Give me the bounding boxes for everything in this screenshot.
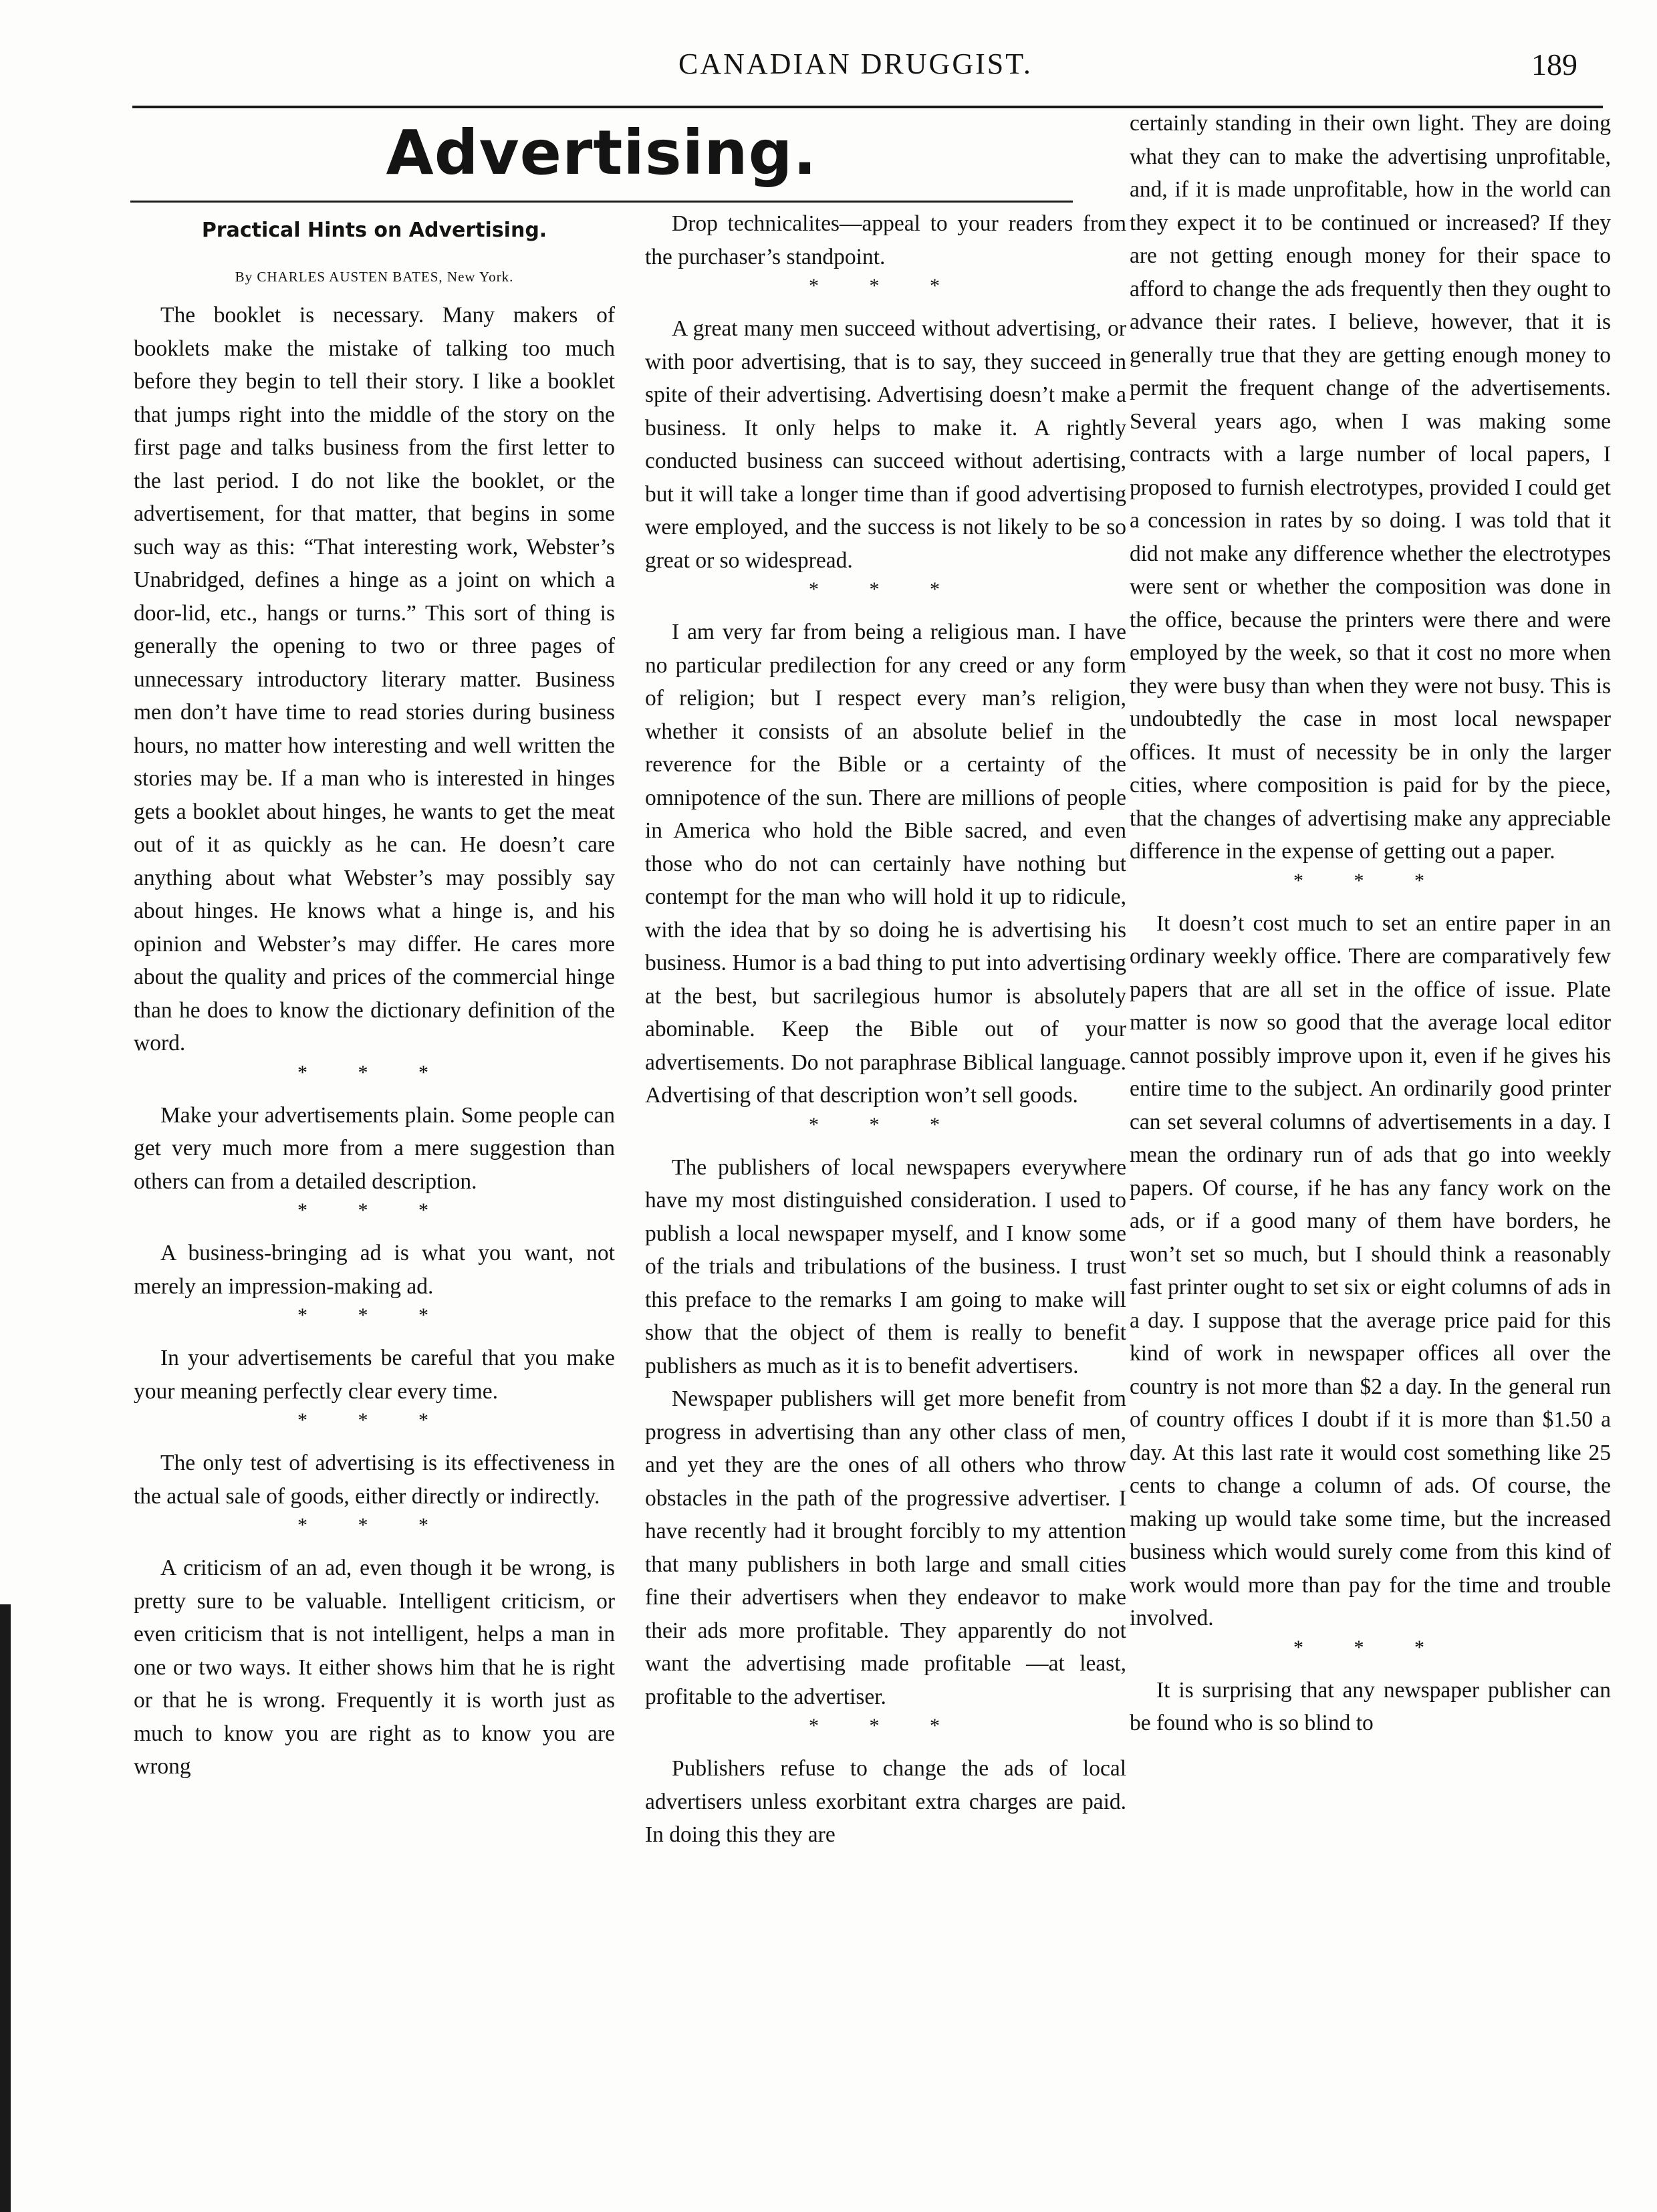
journal-title: CANADIAN DRUGGIST. [678, 47, 1033, 80]
page-binding-edge [0, 1604, 11, 2212]
section-separator: * * * [297, 1199, 451, 1221]
column-right [1130, 107, 1611, 1740]
section-separator: * * * [297, 1514, 451, 1536]
paragraph: Drop technicalites—appeal to your readers from the purchaser’s standpoint. [645, 211, 1126, 269]
page-number: 189 [1531, 47, 1577, 82]
paragraph: The only test of advertising is its effectiveness in the actual sale of goods, either directly or indirectly. [134, 1451, 615, 1509]
headline-rule [130, 201, 1073, 203]
paragraph: A criticism of an ad, even though it be wrong, is pretty sure to be valuable. Intelligent criticism, or even criticism that is not intelligent, helps a man in one or two ways. It either shows him that he is right or that he is wrong. Frequently it is worth just as much to know you are right as to know you are wrong [134, 1556, 615, 1779]
paragraph: I am very far from being a religious man. I have no particular predilection for any creed or any form of religion; but I respect every man’s religion, whether it consists of an absolute belief in the reverence for the Bible or a certainty of the omnipotence of the sun. There are millions of people in America who hold the Bible sacred, and even those who do not can certainly have nothing but contempt for the man who will hold it up to ridicule, with the idea that by so doing he is advertising his business. Humor is a bad thing to put into advertising at the best, but sacrilegious humor is absolutely abominable. Keep the Bible out of your advertisements. Do not paraphrase Biblical language. Advertising of that description won’t sell goods. [645, 620, 1126, 1108]
section-separator: * * * [809, 1715, 963, 1737]
section-separator: * * * [297, 1409, 451, 1431]
section-separator: * * * [297, 1061, 451, 1084]
paragraph: A great many men succeed without advertising, or with poor advertising, that is to say, they succeed in spite of their advertising. Advertising doesn’t make a business. It only helps to make it. A rightly conducted business can succeed without adertising, but it will take a longer time than if good advertising were employed, and the success is not likely to be so great or so widespread. [645, 316, 1126, 573]
article-subheading: Practical Hints on Advertising. [201, 219, 547, 242]
section-separator: * * * [1293, 869, 1447, 892]
paragraph: Newspaper publishers will get more benefit from progress in advertising than any other class of men, and yet they are the ones of all others who throw obstacles in the path of the progressive advertiser. I have recently had it brought forcibly to my attention that many publishers in both large and small cities fine their advertisers when they endeavor to make their ads more profitable. They apparently do not want the advertising made profitable —at least, profitable to the advertiser. [645, 1386, 1126, 1709]
paragraph: The publishers of local newspapers everywhere have my most distinguished consideration. I used to publish a local newspaper myself, and I know some of the trials and tribulations of the business. I trust this preface to the remarks I am going to make will show that the object of them is really to benefit publishers as much as it is to benefit advertisers. [645, 1154, 1126, 1378]
article-byline: By CHARLES AUSTEN BATES, New York. [235, 268, 514, 285]
running-head [134, 47, 1604, 87]
paragraph: It doesn’t cost much to set an entire paper in an ordinary weekly office. There are comparatively few papers that are all set in the office of issue. Plate matter is now so good that the average local editor cannot possibly improve upon it, even if he gives his entire time to the subject. An ordinarily good printer can set several columns of advertisements in a day. I mean the ordinary run of ads that go into weekly papers. Of course, if he has any fancy work on the ads, or if a good many of them have borders, he won’t set so much, but I should think a reasonably fast printer ought to set six or eight columns of ads in a day. I suppose that the average price paid for this kind of work in newspaper offices all over the country is not more than $2 a day. In the general run of country offices I doubt if it is more than $1.50 a day. At this last rate it would cost something like 25 cents to change a column of ads. Of course, the making up would take some time, but the increased business which would surely come from this kind of work would more than pay for the time and trouble involved. [1130, 910, 1611, 1630]
paragraph: A business-bringing ad is what you want, not merely an impression-making ad. [134, 1241, 615, 1299]
article-headline: Advertising. [386, 117, 817, 189]
column-middle [645, 207, 1126, 1852]
section-separator: * * * [297, 1304, 451, 1326]
section-separator: * * * [809, 275, 963, 297]
paragraph: The booklet is necessary. Many makers of booklets make the mistake of talking too much before they begin to tell their story. I like a booklet that jumps right into the middle of the story on the first page and talks business from the first letter to the last period. I do not like the booklet, or the advertisement, for that matter, that begins in some such way as this: “That interesting work, Webster’s Unabridged, defines a hinge as a joint on which a door-lid, etc., hangs or turns.” This sort of thing is generally the opening to two or three pages of unnecessary introductory literary matter. Business men don’t have time to read stories during business hours, no matter how interesting and well written the stories may be. If a man who is interested in hinges gets a booklet about hinges, he wants to get the meat out of it as quickly as he can. He doesn’t care anything about what Webster’s may possibly say about hinges. He knows what a hinge is, and his opinion and Webster’s may differ. He cares more about the quality and prices of the commercial hinge than he does to know the dictionary definition of the word. [134, 303, 615, 1056]
section-separator: * * * [809, 578, 963, 600]
paragraph: In your advertisements be careful that you make your meaning perfectly clear every time. [134, 1346, 615, 1404]
section-separator: * * * [809, 1113, 963, 1136]
paragraph: certainly standing in their own light. They are doing what they can to make the advertising unprofitable, and, if it is made unprofitable, how in the world can they expect it to be continued or increased? If they are not getting enough money for their space to afford to change the ads frequently then they ought to advance their rates. I believe, however, that it is generally true that they are getting enough money to permit the frequent change of the advertisements. Several years ago, when I was making some contracts with a large number of local papers, I proposed to furnish electrotypes, provided I could get a concession in rates by so doing. I was told that it did not make any difference whether the electrotypes were sent or whether the composition was done in the office, because the printers were there and were employed by the week, so that it cost no more when they were busy than when they were not busy. This is undoubtedly the case in most local newspaper offices. It must of necessity be in only the larger cities, where composition is paid for by the piece, that the changes of advertising make any appreciable difference in the expense of getting out a paper. [1130, 111, 1611, 864]
section-separator: * * * [1293, 1636, 1447, 1658]
paragraph: Publishers refuse to change the ads of local advertisers unless exorbitant extra charges are paid. In doing this they are [645, 1756, 1126, 1847]
paragraph: It is surprising that any newspaper publisher can be found who is so blind to [1130, 1677, 1611, 1735]
column-left [134, 207, 615, 1784]
paragraph: Make your advertisements plain. Some people can get very much more from a mere suggestion than others can from a detailed description. [134, 1102, 615, 1194]
